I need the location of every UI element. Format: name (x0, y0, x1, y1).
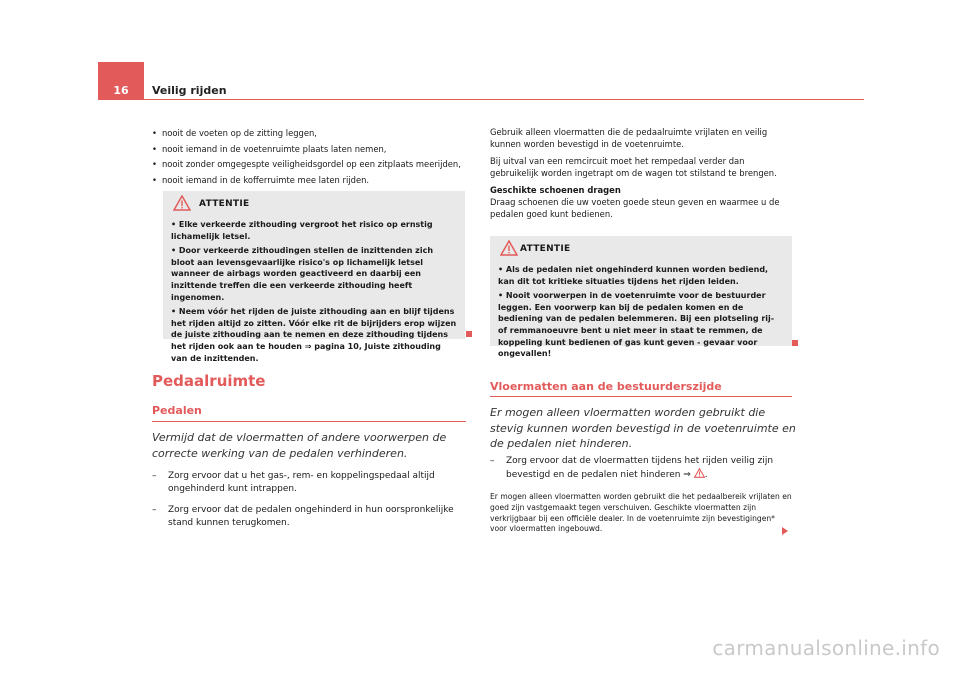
warning-item: • Neem vóór het rijden de juiste zithouding aan en blijf tijdens het rijden altijd zo zitten. Vóór elke rit de bijrijders erop wijzen de juiste zithouding aan te nemen en deze zithouding tijdens het rijden ook aan te houden ⇒ pagina 10, Juiste zithouding van de inzittenden. (171, 307, 457, 363)
list-item: • nooit de voeten op de zitting leggen, (152, 128, 317, 138)
list-item: – Zorg ervoor dat de pedalen ongehinderd in hun oorspronkelijke stand kunnen terugkomen. (152, 505, 454, 528)
warning-item: • Elke verkeerde zithouding vergroot het risico op ernstig lichamelijk letsel. (171, 220, 433, 241)
intro-text: Er mogen alleen vloermatten worden gebruikt die stevig kunnen worden bevestigd in de voetenruimte en de pedalen niet hinderen. (490, 406, 796, 450)
list-item: – Zorg ervoor dat u het gas-, rem- en koppelingspedaal altijd ongehinderd kunt intrappen. (152, 471, 435, 494)
shoes-heading: Geschikte schoenen dragen (490, 184, 621, 195)
warning-box-seating (163, 191, 465, 363)
paragraph: Bij uitval van een remcircuit moet het rempedaal verder dan gebruikelijk worden ingetrapt om de wagen tot stilstand te brengen. (490, 155, 777, 179)
warning-triangle-icon (500, 240, 518, 256)
section-title: Pedaalruimte (152, 372, 266, 390)
section-end-marker (466, 331, 472, 337)
section-rule (152, 421, 466, 422)
watermark: carmanualsonline.info (712, 636, 940, 660)
right-text-block (490, 126, 790, 225)
bullet-list (152, 128, 468, 186)
warning-title: ATTENTIE (199, 199, 250, 209)
instruction-list (490, 455, 792, 490)
list-item: • nooit iemand in de voetenruimte plaats laten nemen, (152, 143, 387, 154)
next-page-arrow-icon[interactable] (782, 527, 788, 535)
intro-text: Vermijd dat de vloermatten of andere voorwerpen de correcte werking van de pedalen verhinderen. (152, 431, 447, 460)
warning-triangle-icon (173, 195, 191, 211)
list-item: • nooit iemand in de kofferruimte mee laten rijden. (152, 174, 370, 185)
sub-section-title: Vloermatten aan de bestuurderszijde (490, 380, 722, 393)
section-end-marker (792, 340, 798, 346)
page-title: Veilig rijden (152, 84, 227, 97)
paragraph: Draag schoenen die uw voeten goede steun geven en waarmee u de pedalen goed kunt bedienen. (490, 197, 780, 220)
page-number: 16 (113, 84, 129, 97)
header-rule (144, 99, 864, 100)
section-rule (490, 396, 792, 397)
floor-mat-note: Er mogen alleen vloermatten worden gebruikt die het pedaalbereik vrijlaten en goed zijn vastgemaakt tegen verschuiven. Geschikte vloermatten zijn verkrijgbaar bij een officiële dealer. In de voetenruimte zijn bevestigingen* voor vloermatten ingebouwd. (490, 492, 792, 534)
warning-triangle-icon (694, 468, 705, 478)
warning-item: • Nooit voorwerpen in de voetenruimte voor de bestuurder leggen. Een voorwerp kan bij de pedalen komen en de bediening van de pedalen belemmeren. Bij een plotseling rij- of remmanoeuvre bent u niet meer in staat te remmen, de koppeling kunt bedienen of gas kunt geven - gevaar voor ongevallen! (498, 291, 775, 359)
warning-box-pedals (490, 236, 792, 359)
left-bullet-block (152, 128, 468, 190)
paragraph: Gebruik alleen vloermatten die de pedaalruimte vrijlaten en veilig kunnen worden bevestigd in de voetenruimte. (490, 127, 768, 150)
warning-item: • Door verkeerde zithoudingen stellen de inzittenden zich bloot aan levensgevaarlijke risico's op lichamelijk letsel wanneer de airbags worden geactiveerd en daarbij een inzittende treffen die een verkeerde zithouding heeft ingenomen. (171, 246, 434, 302)
warning-title: ATTENTIE (520, 244, 571, 254)
sub-section-title: Pedalen (152, 404, 202, 417)
instruction-list (152, 470, 468, 538)
list-item: – Zorg ervoor dat de vloermatten tijdens het rijden veilig zijn bevestigd en de pedalen niet hinderen ⇒ . (490, 456, 774, 480)
list-item: • nooit zonder omgegespte veiligheidsgordel op een zitplaats meerijden, (152, 159, 461, 170)
warning-item: • Als de pedalen niet ongehinderd kunnen worden bediend, kan dit tot kritieke situaties tijdens het rijden leiden. (498, 265, 769, 286)
